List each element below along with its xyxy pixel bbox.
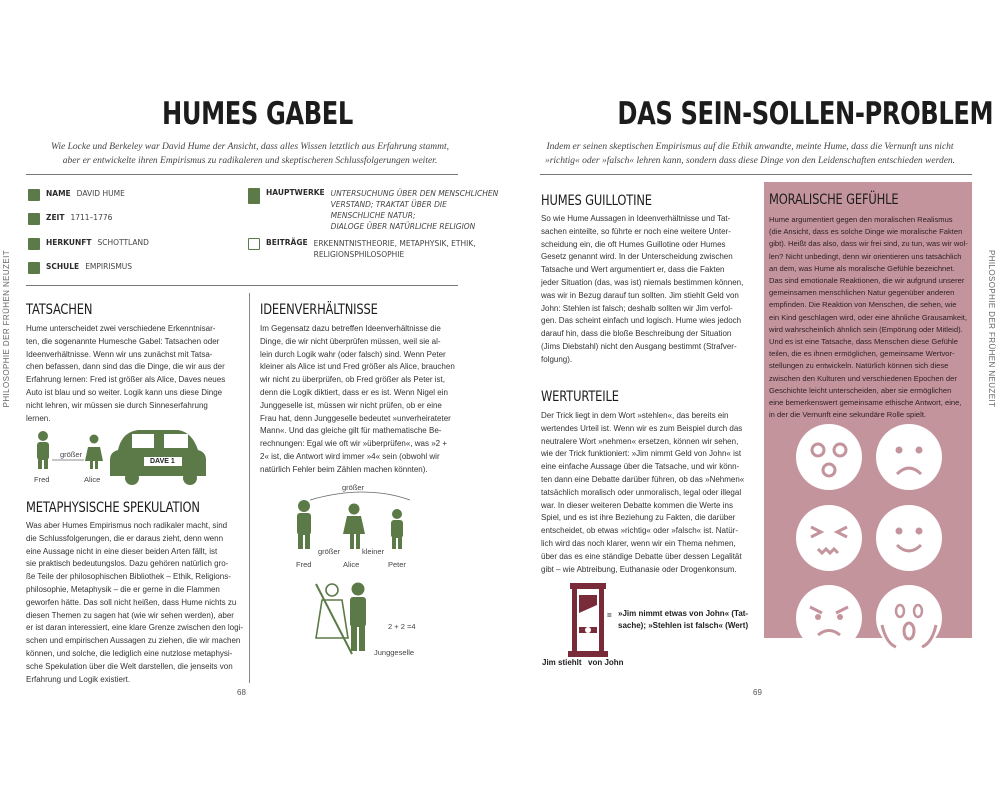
heading-werturteile: WERTURTEILE [541, 389, 619, 405]
smiling-face-icon [876, 505, 942, 571]
fact-herkunft: HERKUNFT SCHOTTLAND [28, 238, 149, 250]
guillotine-bottom-right: von John [588, 658, 624, 667]
fig2-fred: Fred [296, 560, 312, 569]
sad-face-icon [876, 424, 942, 490]
car-plate: DAVE 1 [150, 458, 175, 465]
fig1-fred-label: Fred [34, 475, 50, 484]
heading-meta: METAPHYSISCHE SPEKULATION [26, 500, 200, 516]
fred-figure [38, 431, 48, 441]
contributions-icon [248, 238, 260, 250]
squinting-face-icon [796, 505, 862, 571]
fact-zeit: ZEIT 1711–1776 [28, 213, 112, 225]
calendar-icon [28, 213, 40, 225]
divider-top-right [540, 174, 972, 175]
id-card-icon [28, 189, 40, 201]
fred-alice-peter-figure [280, 482, 430, 562]
angry-face-icon [796, 585, 862, 651]
page-title-right: DAS SEIN-SOLLEN-PROBLEM [617, 96, 994, 132]
guillotine-text: So wie Hume Aussagen in Ideenverhältnisse und Tat- sachen einteilte, so führte er noch eine weitere Unter- scheidung ein, die oft Humes Guillotine oder Humes Gesetz genannt wird. In der Unterscheidung zwischen Tatsache und Wert argumentiert er, dass die Fakten jeder Situation (das, was ist) niemals bestimmen können, was wir in Bezug darauf tun sollten. Jim stiehlt Geld von John: Stehlen ist falsch; deshalb sollten wir Jim verfol- gen. Das scheint einfach und logisch. Hume wies jedoch darauf hin, dass die bloße Beschreibung der Situation (Jims Diebstahl) nicht den Ausgang bestimmt (Strafver- folgung). [541, 214, 744, 364]
moral-text: Hume argumentiert gegen den moralischen Realismus (die Ansicht, dass es solche Dinge wie moralische Fakten gibt). Heißt das also, dass wir frei sind, zu tun, was wir wol- len? Nicht unbedingt, denn wir orientieren uns tatsächlich an dem, was Hume als moralische Gefühle bezeichnet. Das sind emotionale Reaktionen, die wir aufgrund unserer gemeinsamen menschlichen Natur gegenüber anderen empfinden. Die Reaktion von Menschen, die sehen, wie ein Kind geschlagen wird, oder eine ähnliche Grausamkeit, wird wahrscheinlich ähnlich sein (Empörung oder Mitleid). Und es ist eine Tatsache, dass Menschen diese Gefühle teilen, die es ihnen ermöglichen, gemeinsame Wertvor- stellungen zu entwickeln. Natürlich können sich diese zwischen den Kulturen und verschiedenen Epochen der Geschichte leicht unterscheiden, aber sie ermöglichen eine bemerkenswert gemeinsame ethische Antwort, eine, in der die Vernunft eine sekundäre Rolle spielt. [769, 215, 968, 420]
side-label-left: PHILOSOPHIE DER FRÜHEN NEUZEIT [2, 250, 11, 408]
heading-moral: MORALISCHE GEFÜHLE [769, 192, 899, 208]
page-number-right: 69 [753, 688, 762, 697]
page-title-left: HUMES GABEL [162, 96, 353, 132]
page-number-left: 68 [237, 688, 246, 697]
tatsachen-text: Hume unterscheidet zwei verschiedene Erkenntnisar- ten, die sogenannte Humesche Gabel: Tatsachen oder Ideenverhältnisse. Wenn wir uns zunächst mit Tatsa- chen befassen, dann sind das die Dinge, die wir aus der Erfahrung lernen: Fred ist größer als Alice, Daves neues Auto ist blau und so weiter. Logik kann uns diese Dinge nicht lehren, wir müssen sie durch Sinneserfahrung lernen. [26, 324, 226, 423]
heading-ideen: IDEENVERHÄLTNISSE [260, 302, 378, 318]
guillotine-caption: »Jim nimmt etwas von John« (Tat- sache); »Stehlen ist falsch« (Wert) [618, 609, 749, 630]
heading-guillotine: HUMES GUILLOTINE [541, 193, 652, 209]
fact-hauptwerke: HAUPTWERKE UNTERSUCHUNG ÜBER DEN MENSCHLICHEN VERSTAND; TRAKTAT ÜBER DIE MENSCHLICHE NATUR; DIALOGE ÜBER NATÜRLICHE RELIGION [248, 188, 500, 232]
werturteile-text: Der Trick liegt in dem Wort »stehlen«, das bereits ein wertendes Urteil ist. Wenn wir es zum Beispiel durch das neutralere Wort »nehmen« ersetzen, können wir sehen, wie der Trick funktioniert: »Jim nimmt Geld von John« ist eine einfache Aussage über die Tatsache, und wir könn- ten dann eine Debatte darüber führen, ob das »Nehmen« tatsächlich moralisch oder unmoralisch, legal oder illegal war. In dieser weiteren Debatte kommen die Werte ins Spiel, und es ist ihre Beziehung zu Fakten, die darüber entscheidet, ob etwas »richtig« oder »falsch« ist. Natür- lich wird das noch klarer, wenn wir ein Thema nehmen, über das es eine ständige Debatte über dessen Legalität gibt – wie Abtreibung, Euthanasie oder Drogenkonsum. [541, 411, 745, 574]
guillotine-eq-sign: = [607, 611, 612, 620]
fig2-groesser-top: größer [342, 483, 365, 492]
car-icon [110, 430, 206, 476]
divider-top-left [26, 174, 458, 175]
alice-figure [90, 435, 99, 444]
meta-text: Was aber Humes Empirismus noch radikaler macht, sind die Schlussfolgerungen, die er daraus zieht, denn wenn eine Aussage nicht in eine dieser beiden Arten fällt, ist sie praktisch bedeutungslos. Dazu gehören natürlich gro- ße Teile der philosophischen Bibliothek – Ethik, Religions- philosophie, Metaphysik – die er gerne in die Flammen geworfen hätte. Das soll nicht heißen, dass Hume nichts zu diesen Themen zu sagen hat (wie wir sehen werden), aber er ist daran interessiert, eine klare Grenze zwischen den logi- schen und empirischen Aussagen zu ziehen, die wir machen können, und solche, die lediglich eine nutzlose metaphysi- sche Spekulation über die Welt darstellen, die jenseits von Erfahrung und Logik existiert. [26, 521, 243, 684]
fact-schule: SCHULE EMPIRISMUS [28, 262, 132, 274]
fig2-peter: Peter [388, 560, 406, 569]
surprised-face-icon [796, 424, 862, 490]
fig2-math: 2 + 2 =4 [388, 622, 416, 631]
guillotine-bottom-left: Jim stiehlt [542, 658, 582, 667]
hauptwerke-list: UNTERSUCHUNG ÜBER DEN MENSCHLICHEN VERSTAND; TRAKTAT ÜBER DIE MENSCHLICHE NATUR; DIALOGE ÜBER NATÜRLICHE RELIGION [330, 189, 499, 231]
guillotine-icon [568, 583, 608, 658]
fred-alice-car-figure [26, 420, 216, 490]
side-label-right: PHILOSOPHIE DER FRÜHEN NEUZEIT [987, 250, 996, 408]
book-icon [248, 188, 260, 204]
divider-facts-left [26, 285, 458, 286]
fact-name: NAME DAVID HUME [28, 189, 125, 201]
screaming-face-icon [876, 585, 942, 651]
fig2-kleiner: kleiner [362, 547, 385, 556]
fig2-groesser: größer [318, 547, 341, 556]
fig2-junggeselle: Junggeselle [374, 648, 415, 657]
subtitle-right: Indem er seinen skeptischen Empirismus auf die Ethik anwandte, meinte Hume, dass die Vernunft uns nicht »richtig« oder »falsch« lehren kann, sondern dass diese Dinge von den Leidenschaften entschieden werden. [544, 142, 956, 166]
fig1-alice-label: Alice [84, 475, 101, 484]
bachelor-couple-icon [312, 578, 382, 658]
fig1-groesser-label: größer [60, 450, 83, 459]
ideen-text: Im Gegensatz dazu betreffen Ideenverhältnisse die Dinge, die wir nicht überprüfen müssen, weil sie al- lein durch Logik wahr (oder falsch) sind. Wenn Peter kleiner als Alice ist und Fred größer als Alice, brauchen wir nicht zu überprüfen, ob Fred größer als Peter ist, denn die Logik diktiert, dass er es ist. Wenn Nigel ein Junggeselle ist, müssen wir nicht prüfen, ob er eine Frau hat, denn Junggeselle bedeutet »unverheirateter Mann«. Und das gleiche gilt für mathematische Be- rechnungen: Egal wie oft wir »überprüfen«, was »2 + 2« ist, die Antwort wird immer »4« sein (obwohl wir natürlich Fehler beim Zählen machen könnten). [260, 324, 455, 474]
subtitle-left: Wie Locke und Berkeley war David Hume der Ansicht, dass alles Wissen letztlich aus Erfahrung stammt, aber er entwickelte ihren Empirismus zu radikaleren und skeptischeren Schlussfolgerungen weiter. [51, 142, 449, 166]
passport-icon [28, 238, 40, 250]
column-divider-left [249, 293, 250, 683]
school-building-icon [28, 262, 40, 274]
fig2-alice: Alice [343, 560, 360, 569]
moral-feelings-box [764, 182, 972, 638]
fact-beitraege: BEITRÄGE ERKENNTNISTHEORIE, METAPHYSIK, ETHIK, RELIGIONSPHILOSOPHIE [248, 238, 476, 260]
heading-tatsachen: TATSACHEN [26, 302, 93, 318]
